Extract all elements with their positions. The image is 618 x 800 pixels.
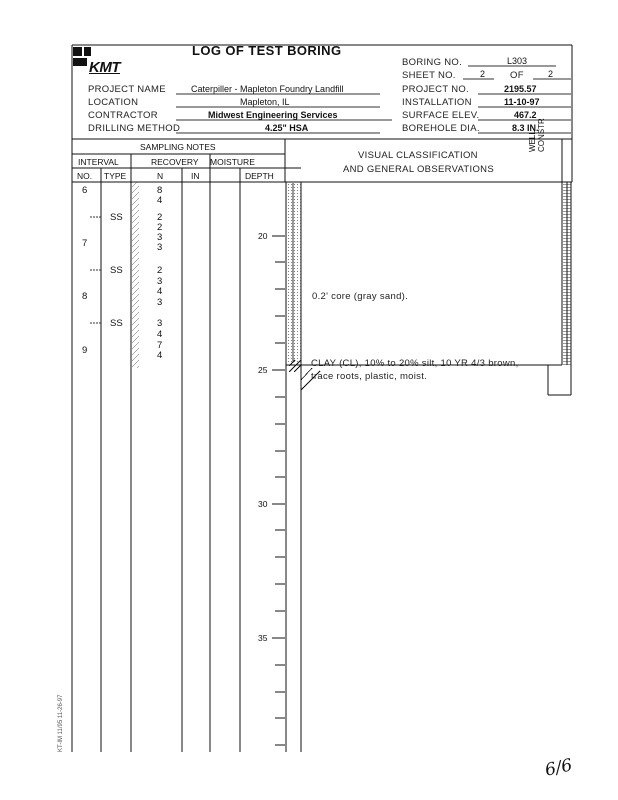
sheet-total-value: 2 <box>548 69 554 79</box>
depth-label: 30 <box>258 499 268 509</box>
sample-type: SS <box>110 318 123 329</box>
sample-n-value: 3 <box>157 318 163 329</box>
project-no-label: PROJECT NO. <box>402 84 469 95</box>
sample-n-value: 4 <box>157 350 163 361</box>
borehole-fill <box>287 183 301 363</box>
sample-no: 8 <box>82 291 88 302</box>
sample-n-value: 7 <box>157 340 163 351</box>
sample-no: 6 <box>82 185 88 196</box>
borehole-dia-value: 8.3 IN. <box>512 123 539 133</box>
project-name-value: Caterpiller - Mapleton Foundry Landfill <box>191 84 344 94</box>
moisture-header: MOISTURE <box>210 157 255 167</box>
sample-n-value: 2 <box>157 265 163 276</box>
recovery-hatch <box>131 182 141 368</box>
contractor-value: Midwest Engineering Services <box>208 110 338 120</box>
project-name-label: PROJECT NAME <box>88 84 166 95</box>
interval-header: INTERVAL <box>78 157 119 167</box>
location-value: Mapleton, IL <box>240 97 290 107</box>
general-observations-header: AND GENERAL OBSERVATIONS <box>343 164 494 175</box>
company-logo <box>73 47 133 77</box>
sample-type: SS <box>110 265 123 276</box>
depth-label: 35 <box>258 633 268 643</box>
well-header-line1: WELL <box>528 130 537 152</box>
sheet-no-value: 2 <box>480 69 486 79</box>
sample-n-value: 3 <box>157 242 163 253</box>
sheet-no-label: SHEET NO. <box>402 70 456 81</box>
borehole-dia-label: BOREHOLE DIA. <box>402 123 480 134</box>
in-header: IN <box>191 171 200 181</box>
sample-n-value: 4 <box>157 329 163 340</box>
logo-text: KMT <box>89 59 120 76</box>
installation-value: 11-10-97 <box>504 97 540 107</box>
sample-n-value: 2 <box>157 222 163 233</box>
well-construction-header <box>528 72 546 152</box>
sample-n-value: 3 <box>157 232 163 243</box>
type-header: TYPE <box>104 171 127 181</box>
depth-label: 20 <box>258 231 268 241</box>
observation-line: trace roots, plastic, moist. <box>311 371 428 382</box>
margin-stamp: KT-IM 11/95 11-26-97 <box>58 694 64 752</box>
sample-n-value: 3 <box>157 276 163 287</box>
well-screen-icon <box>563 183 571 365</box>
sample-n-value: 4 <box>157 195 163 206</box>
sample-no: 7 <box>82 238 88 249</box>
contractor-label: CONTRACTOR <box>88 110 158 121</box>
sampling-notes-header: SAMPLING NOTES <box>140 142 216 152</box>
drilling-method-value: 4.25" HSA <box>265 123 309 133</box>
sample-n-value: 4 <box>157 286 163 297</box>
boring-no-value: L303 <box>507 56 528 66</box>
surface-elev-label: SURFACE ELEV. <box>402 110 480 121</box>
surface-elev-value: 467.2 <box>514 110 537 120</box>
sample-n-value: 8 <box>157 185 163 196</box>
n-header: N <box>157 171 164 181</box>
installation-label: INSTALLATION <box>402 97 472 108</box>
depth-label: 25 <box>258 365 268 375</box>
observation-line: CLAY (CL), 10% to 20% silt, 10 YR 4/3 brown, <box>311 358 519 369</box>
sample-n-value: 3 <box>157 297 163 308</box>
depth-header: DEPTH <box>245 171 274 181</box>
sheet-of-label: OF <box>510 70 524 81</box>
page-title: LOG OF TEST BORING <box>192 43 342 58</box>
sample-no: 9 <box>82 345 88 356</box>
boring-no-label: BORING NO. <box>402 57 463 68</box>
well-header-line2: CONSTR <box>537 118 546 152</box>
project-no-value: 2195.57 <box>504 84 537 94</box>
visual-classification-header: VISUAL CLASSIFICATION <box>358 150 478 161</box>
page-note: 6/6 <box>543 755 575 781</box>
drilling-method-label: DRILLING METHOD <box>88 123 181 134</box>
sample-type: SS <box>110 212 123 223</box>
sample-n-value: 2 <box>157 212 163 223</box>
recovery-header: RECOVERY <box>151 157 199 167</box>
observation-line: 0.2' core (gray sand). <box>312 291 409 302</box>
no-header: NO. <box>77 171 93 181</box>
location-label: LOCATION <box>88 97 139 108</box>
